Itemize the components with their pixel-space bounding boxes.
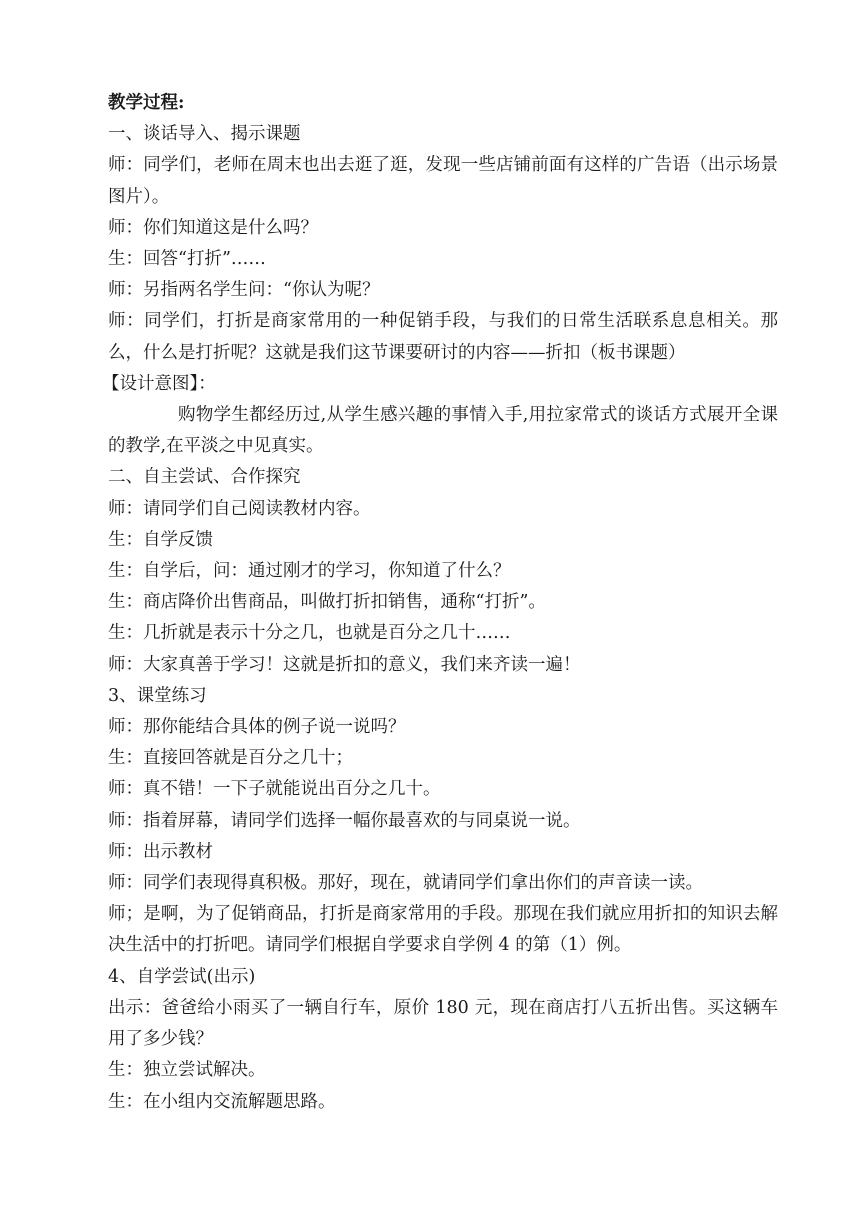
paragraph: 师：出示教材 bbox=[108, 841, 213, 862]
section-heading-2: 二、自主尝试、合作探究 bbox=[108, 467, 301, 488]
paragraph: 出示：爸爸给小雨买了一辆自行车，原价 180 元，现在商店打八五折出售。买这辆车用了多少钱？ bbox=[108, 997, 778, 1050]
paragraph: 生：回答“打折”…… bbox=[108, 249, 266, 270]
paragraph: 师：同学们表现得真积极。那好，现在，就请同学们拿出你们的声音读一读。 bbox=[108, 873, 703, 894]
section-heading-4: 4、自学尝试(出示) bbox=[108, 966, 256, 987]
paragraph: 师；是啊，为了促销商品，打折是商家常用的手段。那现在我们就应用折扣的知识去解决生活中的打折吧。请同学们根据自学要求自学例 4 的第（1）例。 bbox=[108, 904, 778, 956]
document-title: 教学过程: bbox=[108, 93, 185, 113]
paragraph: 师：你们知道这是什么吗？ bbox=[108, 217, 318, 238]
paragraph: 生：独立尝试解决。 bbox=[108, 1060, 266, 1081]
section-heading-3: 3、课堂练习 bbox=[108, 685, 207, 706]
paragraph: 师：同学们，老师在周末也出去逛了逛，发现一些店铺前面有这样的广告语（出示场景图片）。 bbox=[108, 155, 778, 207]
design-intent-label: 【设计意图】： bbox=[102, 373, 216, 394]
paragraph: 生：几折就是表示十分之几，也就是百分之几十…… bbox=[108, 623, 511, 644]
paragraph: 师：指着屏幕，请同学们选择一幅你最喜欢的与同桌说一说。 bbox=[108, 810, 581, 831]
paragraph: 师：请同学们自己阅读教材内容。 bbox=[108, 498, 371, 519]
paragraph: 生：直接回答就是百分之几十； bbox=[108, 748, 353, 769]
paragraph: 生：自学后，问：通过刚才的学习，你知道了什么？ bbox=[108, 561, 511, 582]
paragraph: 师：那你能结合具体的例子说一说吗？ bbox=[108, 717, 406, 738]
paragraph: 生：自学反馈 bbox=[108, 529, 213, 550]
paragraph: 生：在小组内交流解题思路。 bbox=[108, 1091, 336, 1112]
paragraph: 生：商店降价出售商品，叫做打折扣销售，通称“打折”。 bbox=[108, 592, 546, 613]
design-intent-text: 购物学生都经历过,从学生感兴趣的事情入手,用拉家常式的谈话方式展开全课的教学,在平淡之中见真实。 bbox=[108, 405, 778, 457]
section-heading-1: 一、谈话导入、揭示课题 bbox=[108, 124, 301, 145]
paragraph: 师：大家真善于学习！这就是折扣的意义，我们来齐读一遍！ bbox=[108, 654, 581, 675]
document-body bbox=[102, 88, 778, 1118]
paragraph: 师：真不错！一下子就能说出百分之几十。 bbox=[108, 779, 441, 800]
paragraph: 师：另指两名学生问：“你认为呢？ bbox=[108, 280, 380, 301]
paragraph: 师：同学们，打折是商家常用的一种促销手段，与我们的日常生活联系息息相关。那么，什么是打折呢？这就是我们这节课要研讨的内容——折扣（板书课题） bbox=[108, 311, 778, 363]
